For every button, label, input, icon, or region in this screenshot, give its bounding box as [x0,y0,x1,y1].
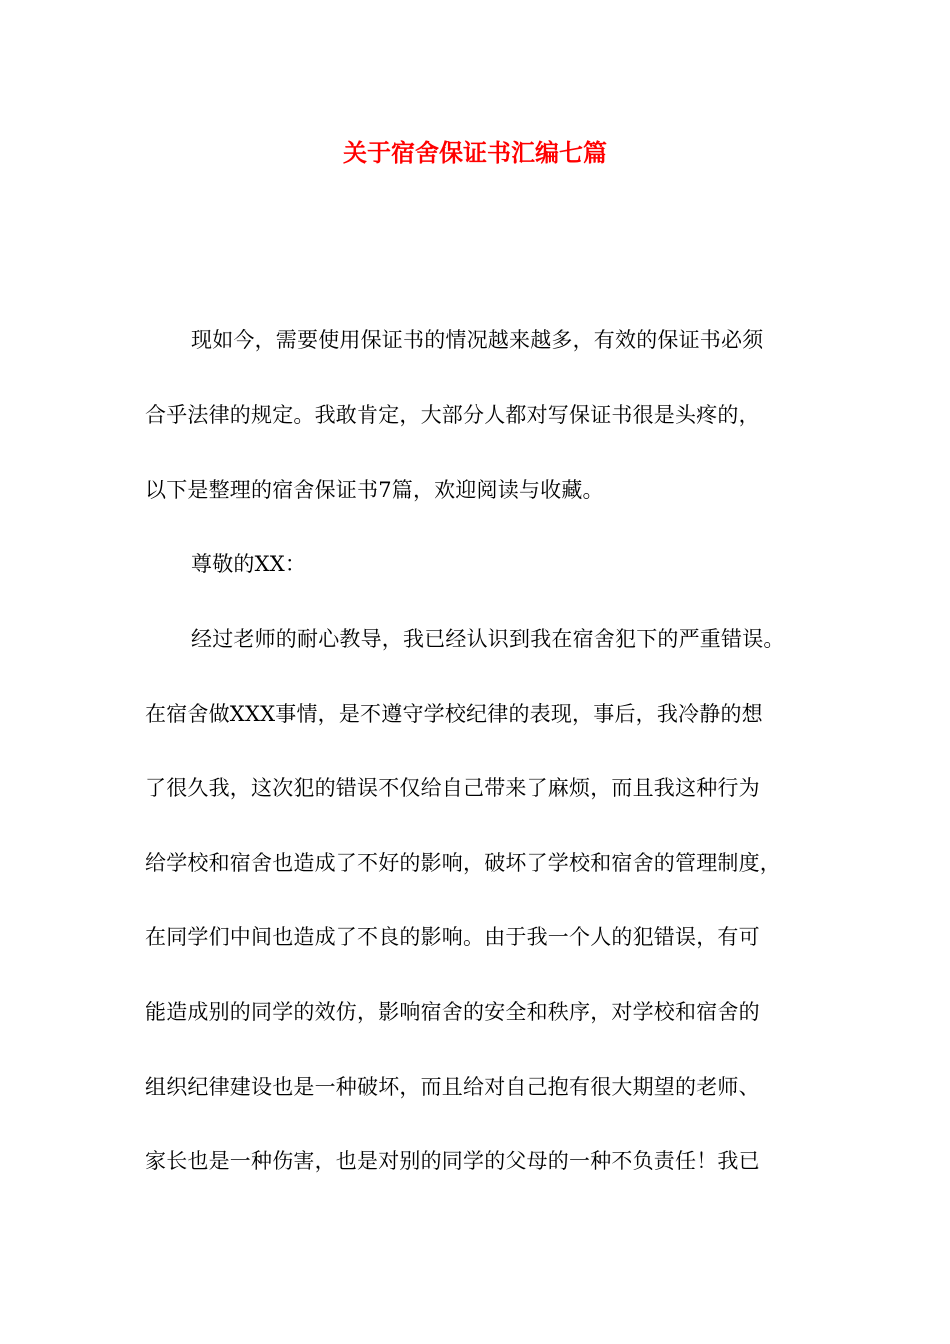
paragraph-line: 经过老师的耐心教导，我已经认识到我在宿舍犯下的严重错误。 [191,627,785,651]
paragraph-line: 给学校和宿舍也造成了不好的影响，破坏了学校和宿舍的管理制度， [145,851,781,875]
document-title: 关于宿舍保证书汇编七篇 [343,138,607,167]
paragraph-line: 能造成别的同学的效仿，影响宿舍的安全和秩序，对学校和宿舍的 [145,1000,760,1024]
paragraph-line: 以下是整理的宿舍保证书7篇，欢迎阅读与收藏。 [145,478,604,502]
paragraph-line: 组织纪律建设也是一种破坏，而且给对自己抱有很大期望的老师、 [145,1075,760,1099]
paragraph-line: 合乎法律的规定。我敢肯定，大部分人都对写保证书很是头疼的， [145,403,760,427]
paragraph-line: 了很久我，这次犯的错误不仅给自己带来了麻烦，而且我这种行为 [145,776,760,800]
paragraph-line: 家长也是一种伤害，也是对别的同学的父母的一种不负责任！我已 [145,1149,760,1173]
paragraph-line: 现如今，需要使用保证书的情况越来越多，有效的保证书必须 [191,328,764,352]
paragraph-line: 在同学们中间也造成了不良的影响。由于我一个人的犯错误，有可 [145,925,760,949]
salutation-line: 尊敬的XX： [191,552,307,576]
paragraph-line: 在宿舍做XXX事情，是不遵守学校纪律的表现，事后，我冷静的想 [145,702,763,726]
